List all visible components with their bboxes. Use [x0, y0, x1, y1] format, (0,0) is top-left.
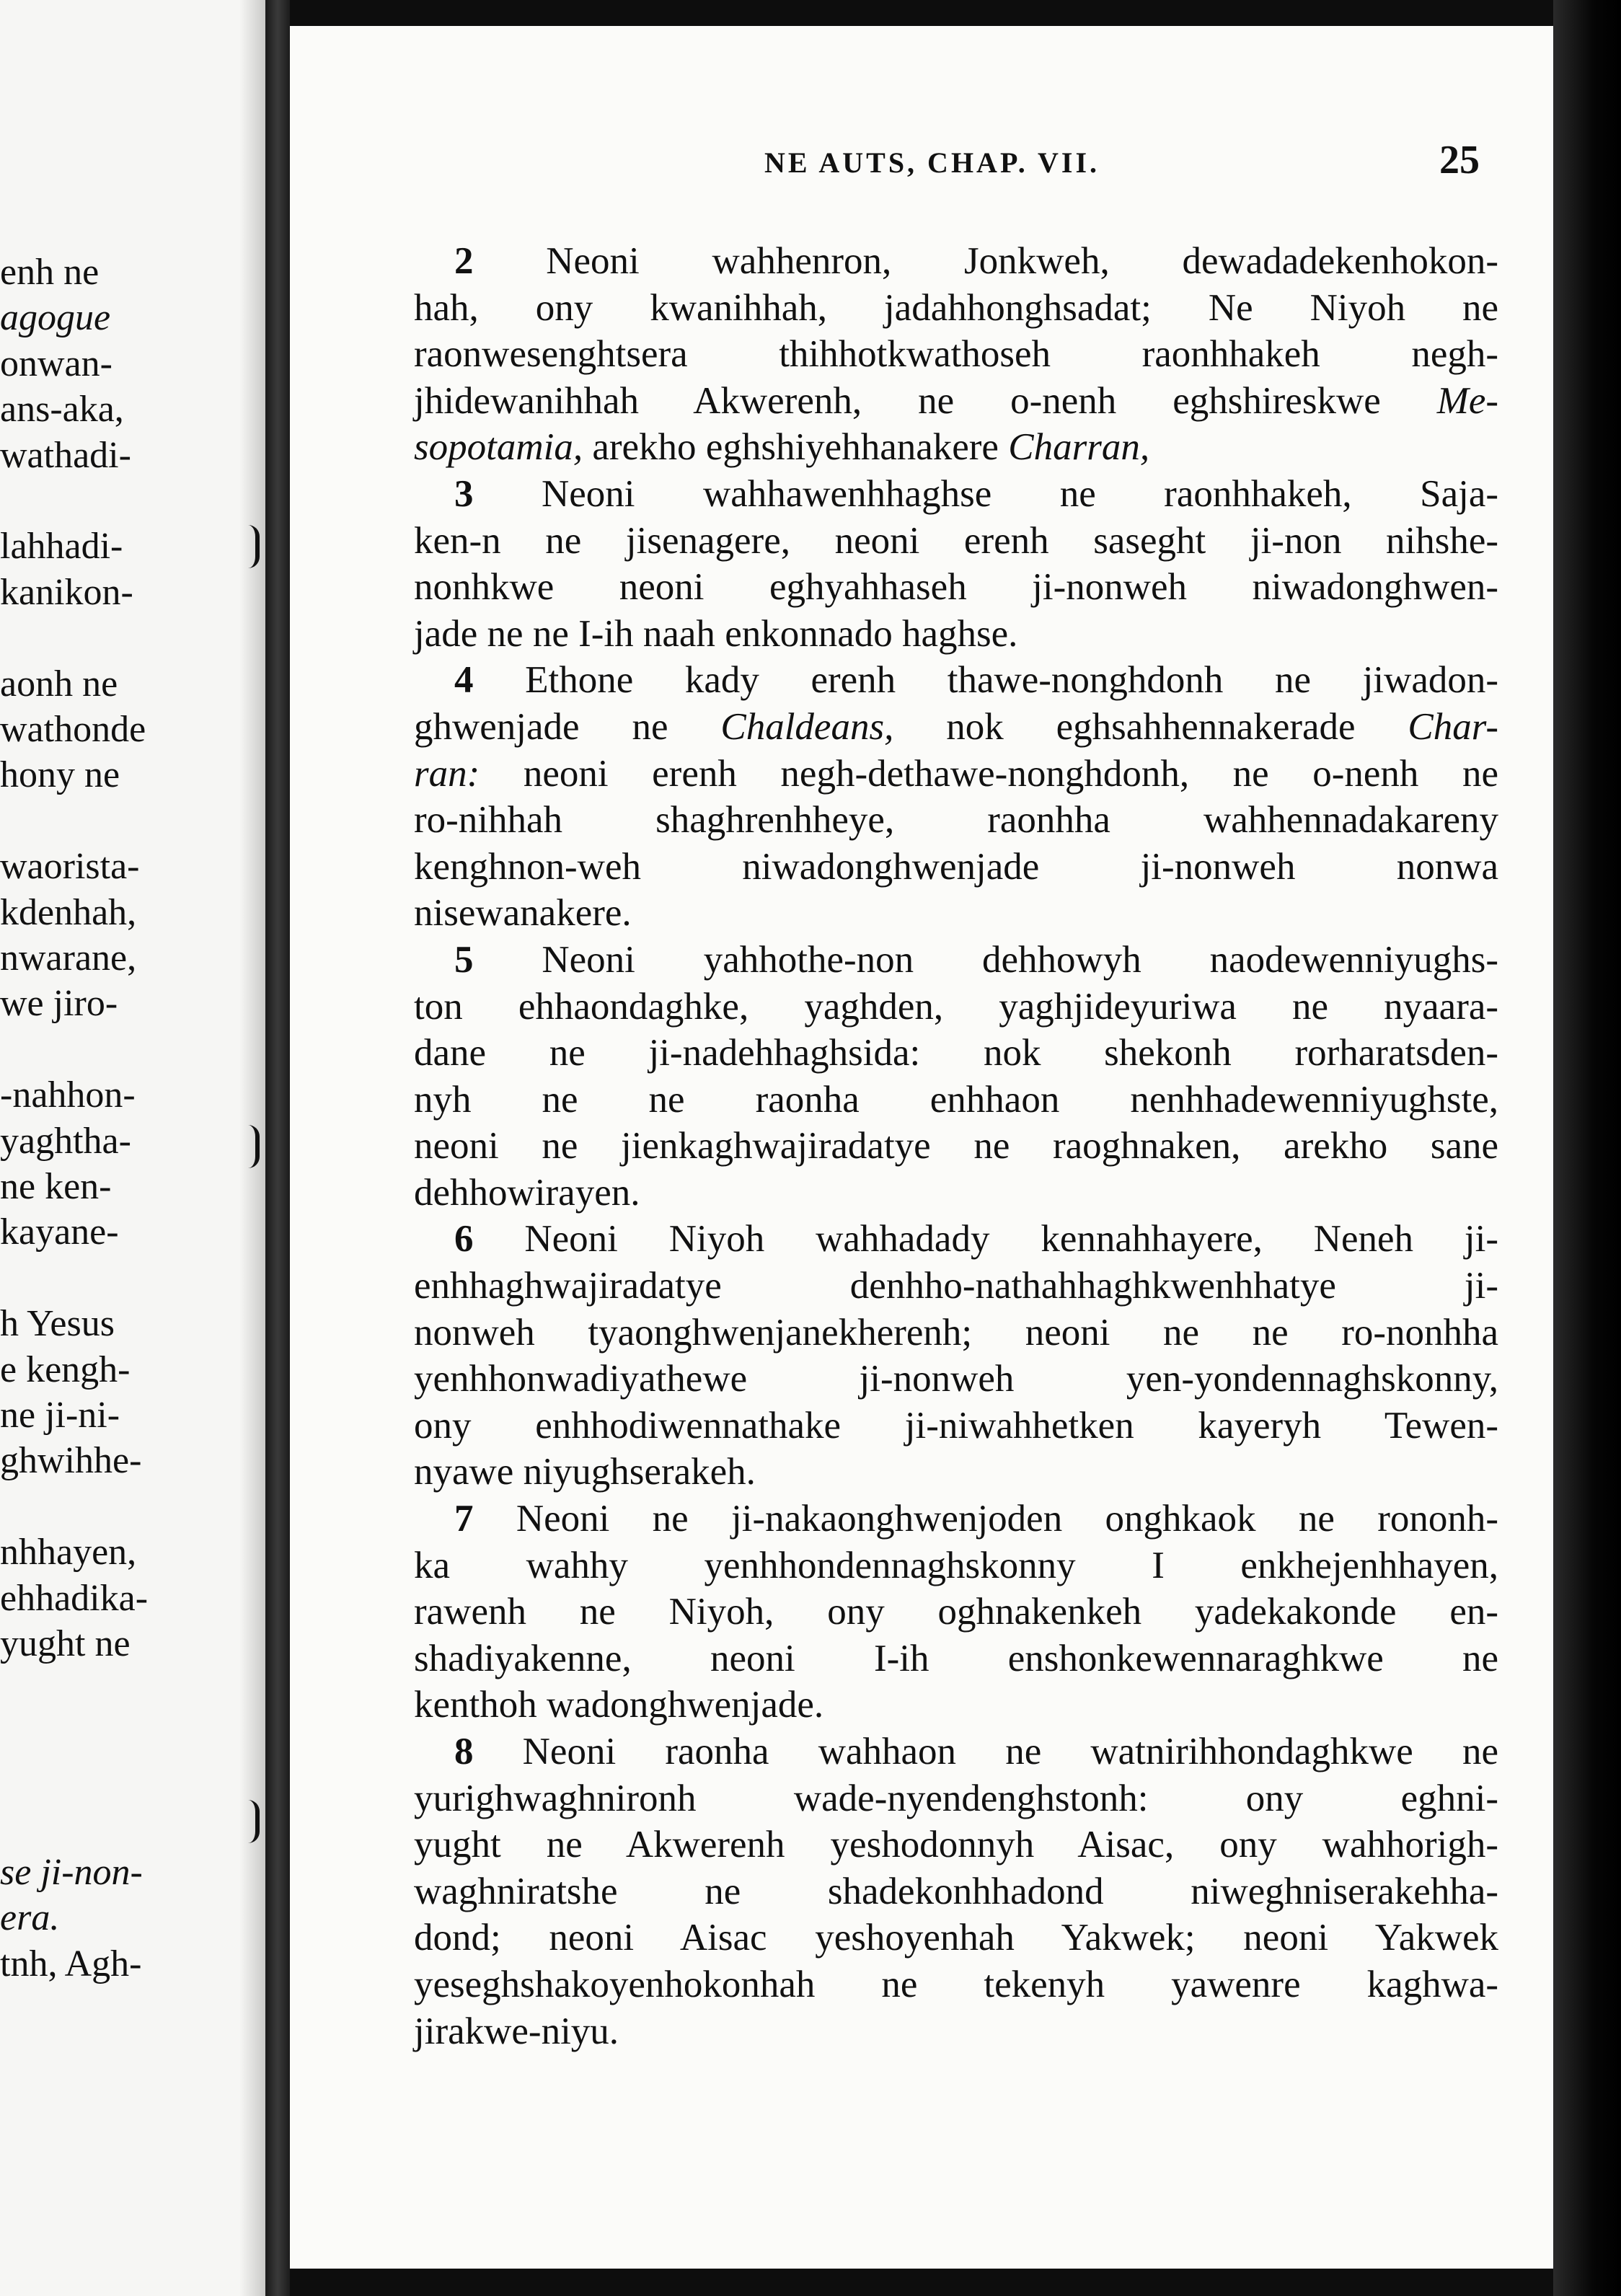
verse-text: ony enhhodiwennathake ji-niwahhetken kayeryh Tewen- — [414, 1404, 1499, 1447]
facing-page-line: ehhadika- — [0, 1577, 149, 1619]
facing-page-line: ans-aka, — [0, 389, 124, 430]
verse-number: 5 — [454, 938, 474, 981]
book-spine — [265, 0, 290, 2296]
verse-line — [414, 844, 1498, 891]
verse-line — [414, 1263, 1498, 1310]
verse-text: sopotamia, arekho eghshiyehhanakere Charran, — [414, 426, 1150, 469]
verse-line — [414, 611, 1498, 658]
facing-page-line: yaghtha- — [0, 1120, 131, 1162]
verse-text: yenhhonwadiyathewe ji-nonweh yen-yondennaghskonny, — [414, 1358, 1498, 1400]
verse-text: kenthoh wadonghwenjade. — [414, 1684, 824, 1726]
verse-line — [414, 378, 1498, 425]
verse-6 — [414, 1216, 1498, 1496]
facing-page-line: wathonde — [0, 709, 146, 750]
verse-text: Ethone kady erenh thawe-nonghdonh ne jiwadon- — [525, 659, 1499, 702]
verse-line — [414, 2008, 1498, 2055]
facing-page-line: -nahhon- — [0, 1074, 136, 1116]
verse-line — [414, 1449, 1498, 1496]
verse-line — [414, 1775, 1498, 1822]
book-edge — [1553, 0, 1621, 2296]
verse-text: ton ehhaondaghke, yaghden, yaghjideyuriwa ne nyaara- — [414, 985, 1499, 1028]
verse-line — [414, 1216, 1498, 1263]
facing-page-line: kdenhah, — [0, 891, 137, 933]
verse-line — [414, 1822, 1498, 1868]
verse-number: 4 — [454, 659, 474, 702]
verse-line — [414, 1635, 1498, 1682]
verse-text: Neoni raonha wahhaon ne watnirihhondaghkwe ne — [522, 1731, 1499, 1772]
page-number: 25 — [1439, 138, 1480, 182]
facing-page-line: se ji-non- — [0, 1852, 143, 1893]
verse-4 — [414, 657, 1498, 937]
verse-text: ken-n ne jisenagere, neoni erenh saseght ji-non nihshe- — [414, 519, 1499, 562]
verse-line — [414, 471, 1498, 518]
verse-text: jade ne ne I-ih naah enkonnado haghse. — [414, 612, 1018, 655]
facing-page-line: nwarane, — [0, 937, 137, 979]
gutter-mark — [248, 1800, 260, 1843]
facing-page-line: e kengh- — [0, 1348, 131, 1390]
verse-text: Neoni wahhawenhhaghse ne raonhhakeh, Saja- — [541, 472, 1499, 515]
verse-text: neoni ne jienkaghwajiradatye ne raoghnaken, arekho sane — [414, 1125, 1499, 1167]
verse-text: Neoni wahhenron, Jonkweh, dewadadekenhokon- — [546, 240, 1498, 282]
verse-text: yeseghshakoyenhokonhah ne tekenyh yawenre kaghwa- — [414, 1963, 1499, 2005]
verse-text: ro-nihhah shaghrenhheye, raonhha wahhennadakareny — [414, 799, 1499, 842]
verse-text: dane ne ji-nadehhaghsida: nok shekonh rorharatsden- — [414, 1032, 1498, 1074]
verse-line — [414, 331, 1498, 378]
verse-line — [414, 1542, 1498, 1589]
verse-text: enhhaghwajiradatye denhho-nathahhaghkwenhhatye ji- — [414, 1265, 1498, 1307]
facing-page-line: we jiro- — [0, 983, 118, 1025]
verse-text: shadiyakenne, neoni I-ih enshonkewennaraghkwe ne — [414, 1637, 1499, 1679]
running-title: NE AUTS, CHAP. VII. — [764, 146, 1100, 179]
verse-line — [414, 564, 1498, 611]
verse-line — [414, 238, 1498, 285]
verse-column — [414, 238, 1498, 2054]
gutter-mark — [248, 1125, 260, 1168]
facing-page-line: era. — [0, 1897, 60, 1939]
facing-page-line: yught ne — [0, 1623, 131, 1664]
verse-text: rawenh ne Niyoh, ony oghnakenkeh yadekakonde en- — [414, 1591, 1499, 1633]
verse-text: ka wahhy yenhhondennaghskonny I enkhejenhhayen, — [414, 1544, 1498, 1586]
verse-3 — [414, 471, 1498, 657]
verse-text: Neoni ne ji-nakaonghwenjoden onghkaok ne rononh- — [516, 1498, 1499, 1540]
verse-line — [414, 751, 1498, 798]
verse-text: nisewanakere. — [414, 892, 632, 935]
verse-text: Neoni yahhothe-non dehhowyh naodewenniyughs- — [542, 938, 1499, 981]
verse-text: nonweh tyaonghwenjanekherenh; neoni ne ne ro-nonhha — [414, 1311, 1499, 1354]
verse-text: waghniratshe ne shadekonhhadond niweghniserakehha- — [414, 1870, 1499, 1912]
verse-line — [414, 1728, 1498, 1775]
verse-text: dehhowirayen. — [414, 1171, 640, 1214]
verse-text: nyh ne ne raonha enhhaon nenhhadewenniyughste, — [414, 1078, 1499, 1121]
verse-text: nonhkwe neoni eghyahhaseh ji-nonweh niwadonghwen- — [414, 566, 1498, 609]
verse-line — [414, 1682, 1498, 1728]
verse-line — [414, 1356, 1498, 1403]
verse-text: yurighwaghnironh wade-nyendenghstonh: ony eghni- — [414, 1777, 1499, 1819]
verse-line — [414, 1915, 1498, 1961]
verse-line — [414, 704, 1498, 751]
verse-line — [414, 1170, 1498, 1217]
facing-page-line: wathadi- — [0, 434, 131, 476]
facing-page-line: ne ji-ni- — [0, 1395, 120, 1436]
verse-number: 8 — [454, 1731, 474, 1772]
facing-page-line: lahhadi- — [0, 526, 123, 568]
verse-text: ghwenjade ne Chaldeans, nok eghsahhennakerade Char- — [414, 705, 1498, 748]
verse-number: 6 — [454, 1218, 474, 1260]
verse-line — [414, 1077, 1498, 1123]
verse-line — [414, 1123, 1498, 1170]
verse-line — [414, 1589, 1498, 1635]
verse-line — [414, 1961, 1498, 2008]
verse-text: nyawe niyughserakeh. — [414, 1451, 756, 1493]
verse-line — [414, 797, 1498, 844]
facing-page-line: enh ne — [0, 252, 100, 293]
verse-line — [414, 285, 1498, 332]
verse-line — [414, 984, 1498, 1030]
verse-line — [414, 1310, 1498, 1356]
verse-text: ran: neoni erenh negh-dethawe-nonghdonh, ne o-nenh ne — [414, 752, 1499, 795]
verse-2 — [414, 238, 1498, 471]
verse-line — [414, 890, 1498, 937]
facing-page-line: h Yesus — [0, 1303, 115, 1345]
gutter-mark — [248, 525, 260, 568]
verse-text: dond; neoni Aisac yeshoyenhah Yakwek; neoni Yakwek — [414, 1917, 1499, 1959]
verse-text: kenghnon-weh niwadonghwenjade ji-nonweh nonwa — [414, 845, 1499, 888]
facing-page-line: hony ne — [0, 754, 120, 796]
facing-page-line: onwan- — [0, 343, 112, 384]
verse-line — [414, 1403, 1498, 1449]
verse-line — [414, 1030, 1498, 1077]
facing-page-line: ne ken- — [0, 1166, 112, 1207]
verse-number: 3 — [454, 472, 474, 515]
verse-7 — [414, 1496, 1498, 1728]
verse-text: raonwesenghtsera thihhotkwathoseh raonhhakeh negh- — [414, 333, 1498, 376]
verse-number: 2 — [454, 240, 474, 282]
facing-page — [0, 0, 265, 2296]
facing-page-line: ghwihhe- — [0, 1440, 142, 1482]
verse-line — [414, 937, 1498, 984]
verse-8 — [414, 1728, 1498, 2054]
verse-text: Neoni Niyoh wahhadady kennahhayere, Neneh ji- — [524, 1218, 1499, 1260]
facing-page-line: waorista- — [0, 846, 140, 888]
verse-line — [414, 1496, 1498, 1542]
facing-page-line: kanikon- — [0, 571, 133, 613]
verse-text: jirakwe-niyu. — [414, 2010, 619, 2052]
verse-line — [414, 518, 1498, 565]
verse-text: hah, ony kwanihhah, jadahhonghsadat; Ne Niyoh ne — [414, 286, 1499, 329]
verse-text: yught ne Akwerenh yeshodonnyh Aisac, ony wahhorigh- — [414, 1824, 1498, 1866]
facing-page-line: agogue — [0, 297, 111, 339]
facing-page-line: nhhayen, — [0, 1532, 137, 1573]
verse-line — [414, 657, 1498, 704]
verse-number: 7 — [454, 1498, 474, 1540]
verse-line — [414, 424, 1498, 471]
facing-page-line: tnh, Agh- — [0, 1943, 142, 1984]
verse-line — [414, 1868, 1498, 1915]
facing-page-line: kayane- — [0, 1211, 119, 1253]
facing-page-line: aonh ne — [0, 663, 118, 705]
verse-5 — [414, 937, 1498, 1217]
verse-text: jhidewanihhah Akwerenh, ne o-nenh eghshireskwe Me- — [414, 379, 1499, 422]
